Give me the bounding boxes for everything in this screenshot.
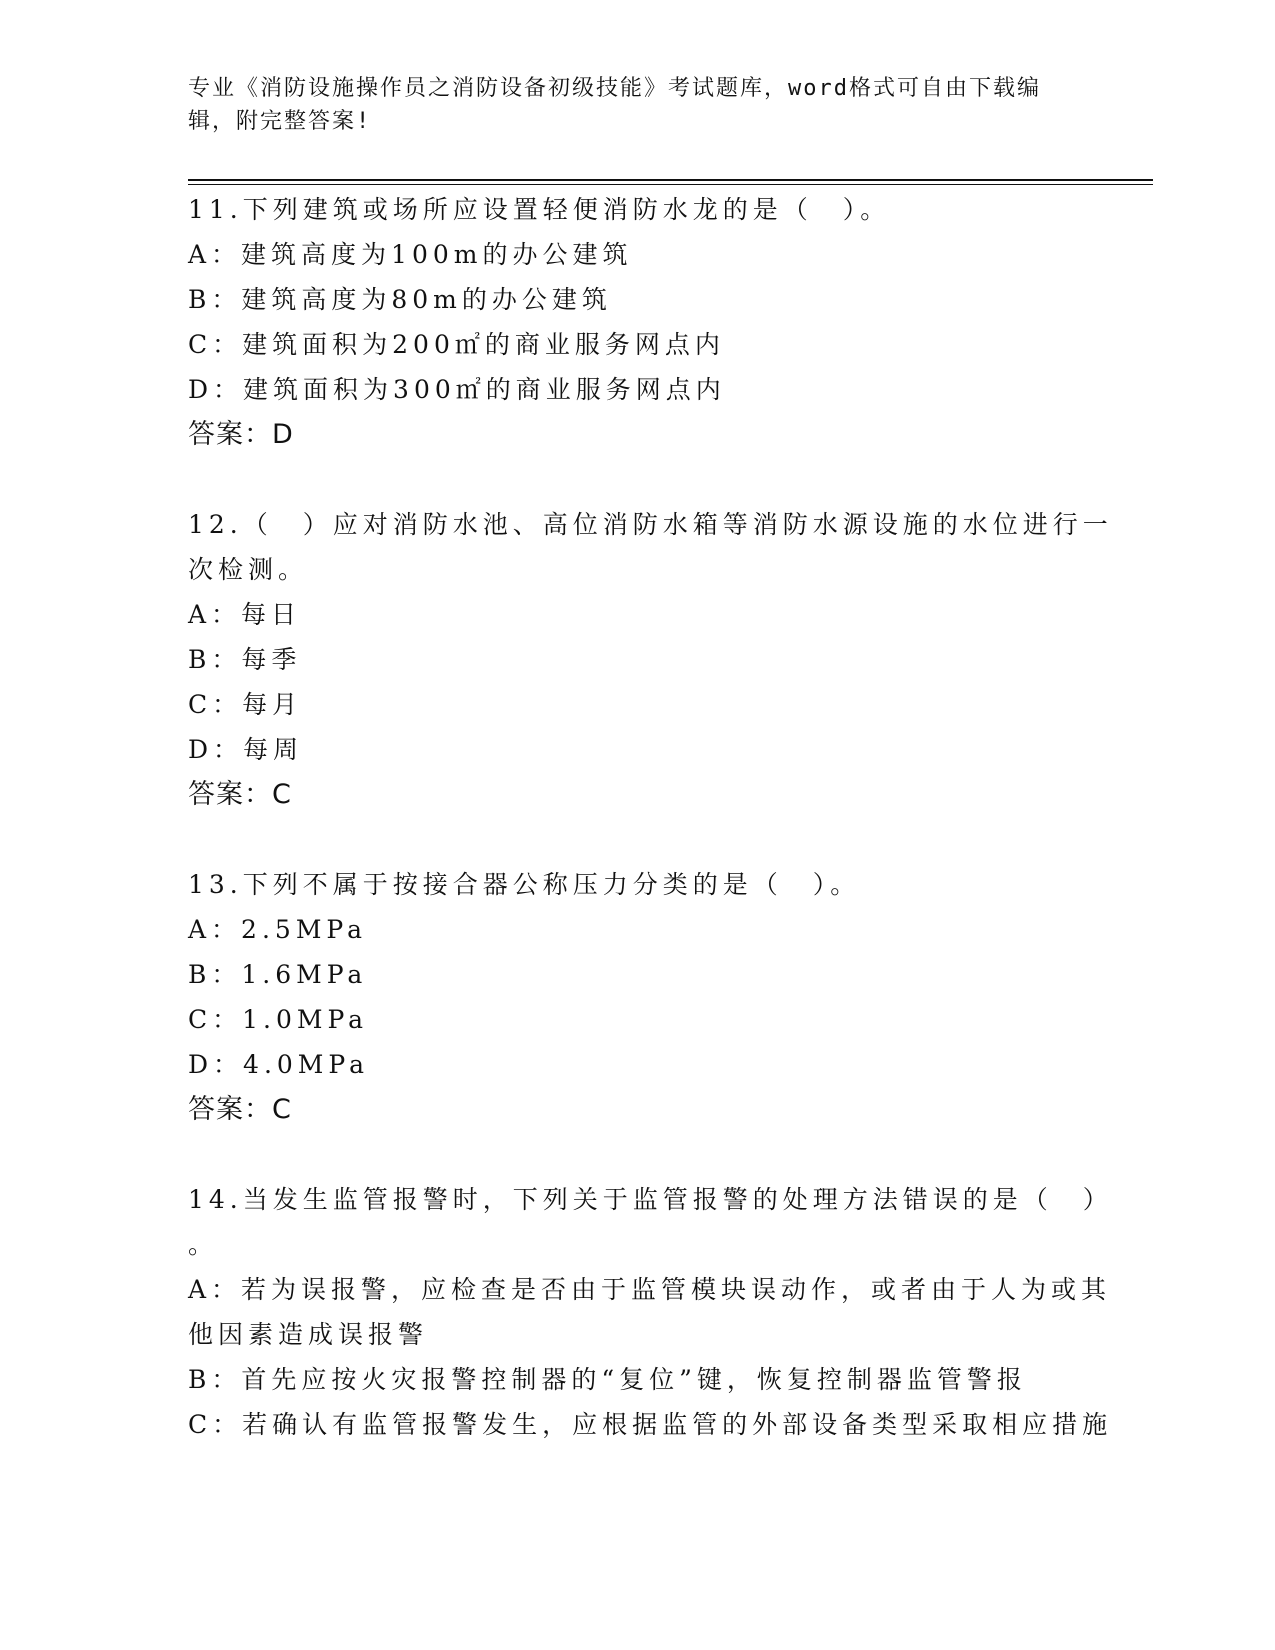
question-11-option-b: B：建筑高度为80m的办公建筑 [188,285,612,314]
question-14-option-a-line-2: 他因素造成误报警 [188,1320,429,1349]
question-11-option-a: A：建筑高度为100m的办公建筑 [188,240,633,269]
question-14-option-c: C：若确认有监管报警发生，应根据监管的外部设备类型采取相应措施 [188,1410,1113,1439]
question-11-answer: 答案：D [188,419,294,450]
question-12-answer: 答案：C [188,779,292,810]
question-12-option-b: B：每季 [188,645,302,674]
question-14-text-line-2: 。 [188,1230,219,1259]
question-13-option-b: B：1.6MPa [188,960,368,989]
question-13-option-d: D：4.0MPa [188,1050,370,1079]
question-12-option-d: D：每周 [188,735,304,764]
question-14-option-b: B：首先应按火灾报警控制器的“复位”键，恢复控制器监管警报 [188,1365,1027,1394]
document-intro [188,72,1068,138]
question-12-text-line-2: 次检测。 [188,555,309,584]
question-13-text: 13.下列不属于按接合器公称压力分类的是（ ）。 [188,870,861,899]
question-13-option-c: C：1.0MPa [188,1005,369,1034]
question-13-answer: 答案：C [188,1094,292,1125]
question-12-option-a: A：每日 [188,600,302,629]
question-14-text-line-1: 14.当发生监管报警时，下列关于监管报警的处理方法错误的是（ ） [188,1185,1113,1214]
question-14-option-a-line-1: A：若为误报警，应检查是否由于监管模块误动作，或者由于人为或其 [188,1275,1112,1304]
question-11-option-c: C：建筑面积为200㎡的商业服务网点内 [188,330,725,359]
question-11-text: 11.下列建筑或场所应设置轻便消防水龙的是（ ）。 [188,195,891,224]
question-13-option-a: A：2.5MPa [188,915,368,944]
question-12-text-line-1: 12.（ ）应对消防水池、高位消防水箱等消防水源设施的水位进行一 [188,510,1113,539]
question-12-option-c: C：每月 [188,690,303,719]
intro-line-1: 专业《消防设施操作员之消防设备初级技能》考试题库，word格式可自由下载编 [188,76,1041,101]
header-divider-thick [188,179,1153,181]
intro-line-2: 辑，附完整答案! [188,109,372,134]
question-11-option-d: D：建筑面积为300㎡的商业服务网点内 [188,375,726,404]
header-divider-thin [188,184,1153,185]
